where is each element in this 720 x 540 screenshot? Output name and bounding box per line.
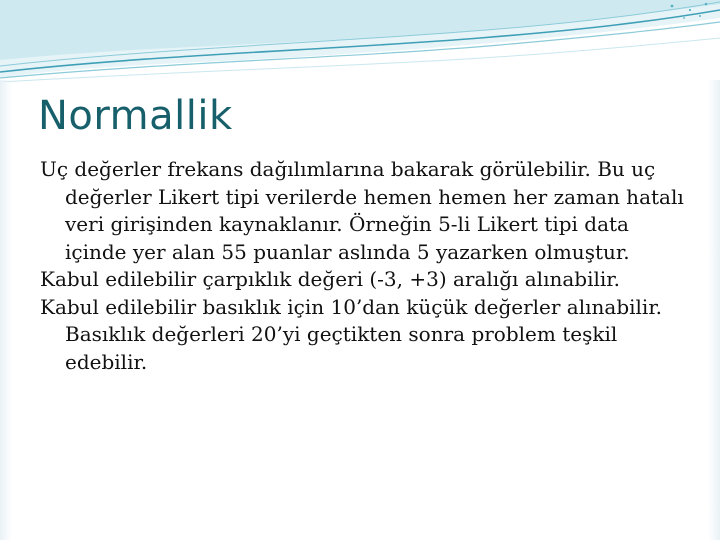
left-edge-shade xyxy=(0,80,12,540)
paragraph-skewness: Kabul edilebilir çarpıklık değeri (-3, +3) aralığı alınabilir. xyxy=(40,267,620,291)
paragraph-kurtosis: Kabul edilebilir basıklık için 10’dan küçük değerler alınabilir. Basıklık değerleri 20’yi geçtikten sonra problem teşkil edebilir. xyxy=(40,294,663,374)
header-wave-decoration xyxy=(0,0,720,90)
slide-title: Normallik xyxy=(38,93,233,139)
paragraph-outliers: Uç değerler frekans dağılımlarına bakarak görülebilir. Bu uç değerler Likert tipi verilerde hemen hemen her zaman hatalı veri girişinden kaynaklanır. Örneğin 5-li Likert tipi data içinde yer alan 55 puanlar aslında 5 yazarken olmuştur. xyxy=(40,157,684,264)
slide-body xyxy=(40,156,690,376)
right-edge-shade xyxy=(708,80,720,540)
